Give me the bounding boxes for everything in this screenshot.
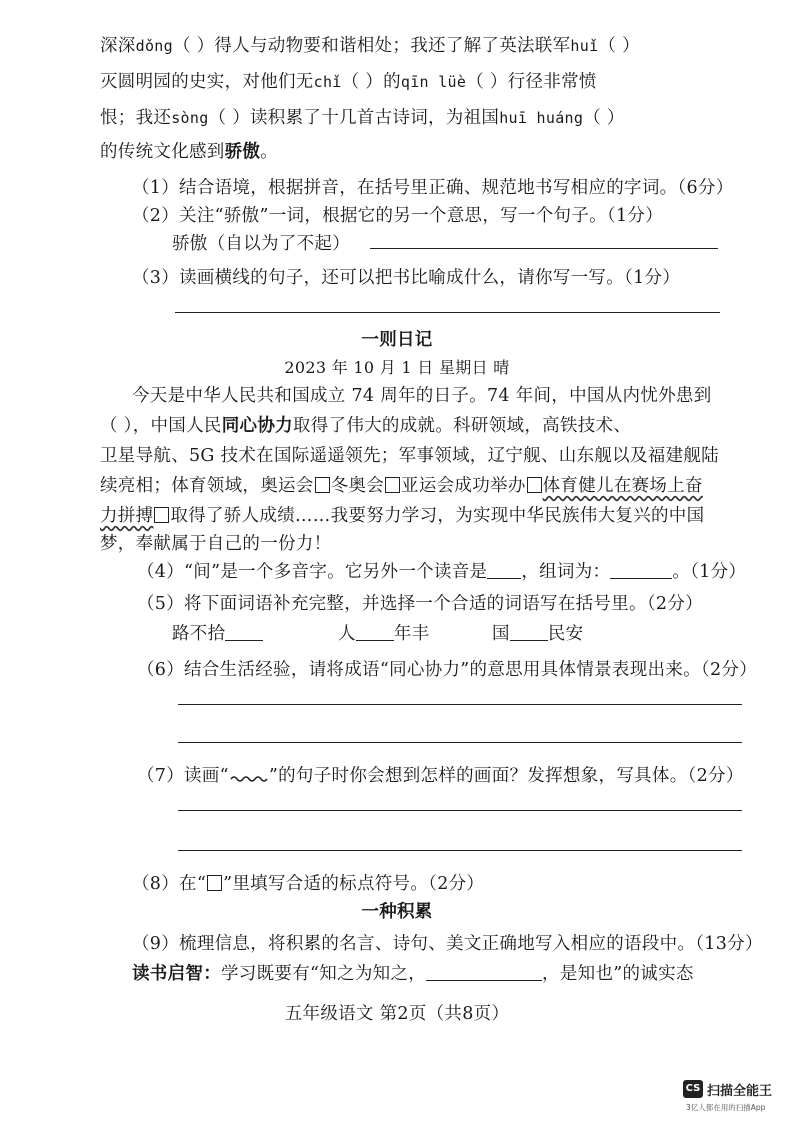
- question-2-hint: 骄傲（自以为了不起）: [172, 234, 350, 254]
- punct-box-2[interactable]: [385, 477, 400, 493]
- answer-line-q3[interactable]: [175, 312, 720, 313]
- passage-line-1: 深深dǒng（ ）得人与动物要和谐相处；我还了解了英法联军huǐ（ ）: [100, 36, 640, 56]
- answer-blank-q4-reading[interactable]: [487, 564, 521, 579]
- diary-date: 2023 年 10 月 1 日 星期日 晴: [284, 358, 510, 377]
- punct-box-1[interactable]: [315, 477, 330, 493]
- answer-line-q7-2[interactable]: [178, 850, 742, 851]
- question-3: （3）读画横线的句子，还可以把书比喻成什么，请你写一写。（1分）: [132, 268, 681, 288]
- diary-line-3: 卫星导航、5G 技术在国际遥遥领先；军事领域，辽宁舰、山东舰以及福建舰陆: [100, 446, 719, 466]
- question-1: （1）结合语境，根据拼音，在括号里正确、规范地书写相应的字词。（6分）: [132, 178, 734, 198]
- diary-line-6: 梦，奉献属于自己的一份力！: [100, 534, 332, 554]
- question-5: （5）将下面词语补充完整，并选择一个合适的词语写在括号里。（2分）: [137, 594, 703, 614]
- punct-box-3[interactable]: [527, 477, 542, 493]
- reading-line: 读书启智：学习既要有“知之为知之， ，是知也”的诚实态: [132, 964, 694, 984]
- passage-line-2: 灭圆明园的史实，对他们无chǐ（ ）的qīn lüè（ ）行径非常愤: [100, 72, 597, 92]
- question-4: （4）“间”是一个多音字。它另外一个读音是 ，组词为： 。（1分）: [137, 562, 747, 582]
- answer-blank-q9-1[interactable]: [426, 966, 542, 981]
- idiom-blank-1[interactable]: [225, 626, 263, 641]
- idiom-2: 人 年丰: [338, 624, 430, 644]
- accumulation-title: 一种积累: [361, 902, 433, 922]
- wavy-line-icon: [229, 769, 269, 783]
- scanner-app-name: 扫描全能王: [707, 1084, 773, 1099]
- question-6: （6）结合生活经验，请将成语“同心协力”的意思用具体情景表现出来。（2分）: [137, 660, 758, 680]
- passage-line-4: 的传统文化感到骄傲。: [100, 142, 279, 162]
- punct-box-symbol: [207, 875, 222, 891]
- answer-line-q6-2[interactable]: [178, 742, 742, 743]
- answer-line-q2[interactable]: [370, 248, 718, 249]
- scanner-tagline: 3亿人都在用的扫描App: [686, 1103, 766, 1112]
- punct-box-4[interactable]: [154, 507, 169, 523]
- idiom-1: 路不拾: [172, 624, 263, 644]
- idiom-3: 国 民安: [492, 624, 584, 644]
- idiom-blank-2[interactable]: [356, 626, 394, 641]
- diary-line-1: 今天是中华人民共和国成立 74 周年的日子。74 年间，中国从内忧外患到: [132, 386, 712, 406]
- diary-title: 一则日记: [361, 330, 433, 350]
- wavy-line-symbol: [229, 769, 269, 783]
- diary-line-4: 续亮相；体育领域，奥运会 冬奥会 亚运会成功举办 体育健儿在赛场上奋: [100, 476, 703, 496]
- answer-line-q7-1[interactable]: [178, 810, 742, 811]
- diary-line-5: 力拼搏 取得了骄人成绩……我要努力学习，为实现中华民族伟大复兴的中国: [100, 506, 705, 526]
- answer-blank-q4-word[interactable]: [610, 564, 672, 579]
- idiom-blank-3[interactable]: [510, 626, 548, 641]
- answer-line-q6-1[interactable]: [178, 704, 742, 705]
- question-2: （2）关注“骄傲”一词，根据它的另一个意思，写一个句子。（1分）: [132, 206, 664, 226]
- diary-line-2: （ ），中国人民同心协力取得了伟大的成就。科研领域，高铁技术、: [100, 416, 632, 436]
- question-9: （9）梳理信息，将积累的名言、诗句、美文正确地写入相应的语段中。（13分）: [132, 934, 763, 954]
- question-8: （8）在“ ”里填写合适的标点符号。（2分）: [132, 874, 485, 894]
- page-footer: 五年级语文 第2页（共8页）: [284, 1004, 510, 1024]
- passage-line-3: 恨；我还sòng（ ）读积累了十几首古诗词，为祖国huī huáng（ ）: [100, 108, 625, 128]
- question-7: （7）读画“ ”的句子时你会想到怎样的画面？发挥想象，写具体。（2分）: [137, 766, 744, 786]
- scanner-logo-icon: CS: [683, 1080, 703, 1098]
